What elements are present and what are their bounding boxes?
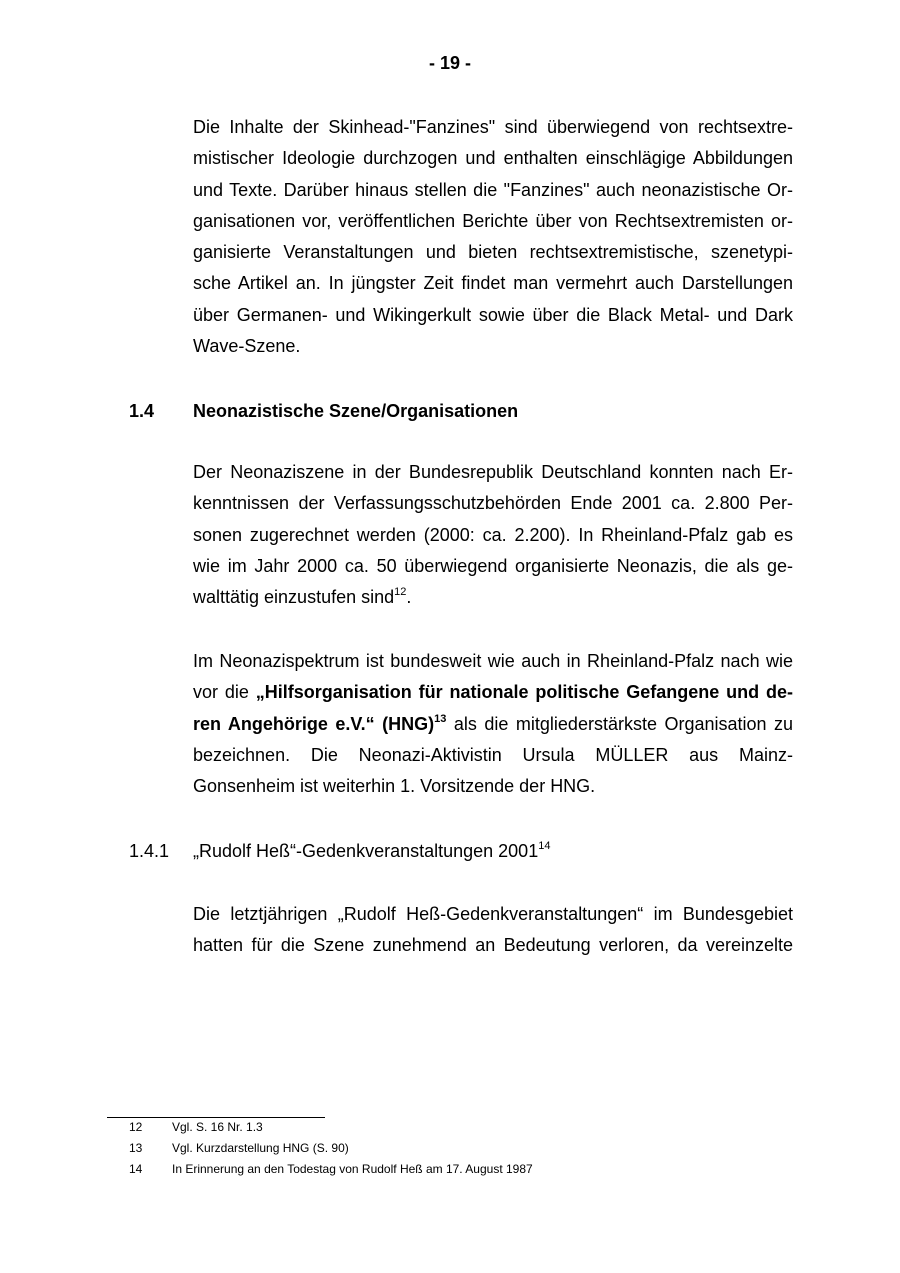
footnote-number: 13 bbox=[129, 1141, 143, 1155]
text-line: und Texte. Darüber hinaus stellen die "Fanzines" auch neonazistische Or- bbox=[193, 179, 793, 200]
text-fragment: „Rudolf Heß“-Gedenkveranstaltungen 2001 bbox=[193, 841, 539, 861]
text-line: Die letztjährigen „Rudolf Heß-Gedenkveranstaltungen“ im Bundesgebiet bbox=[193, 904, 793, 924]
text-line: Wave-Szene. bbox=[193, 336, 301, 357]
footnote-number: 14 bbox=[129, 1162, 143, 1176]
text-line: Im Neonazispektrum ist bundesweit wie auch in Rheinland-Pfalz nach wie bbox=[193, 651, 793, 671]
text-line: hatten für die Szene zunehmend an Bedeutung verloren, da vereinzelte bbox=[193, 935, 793, 956]
paragraph-neonazi-numbers bbox=[193, 457, 793, 613]
organisation-name: „Hilfsorganisation für nationale politische Gefangene und de- bbox=[255, 682, 793, 703]
text-line: sonen zugerechnet werden (2000: ca. 2.200). In Rheinland-Pfalz gab es bbox=[193, 524, 793, 545]
organisation-name: ren Angehörige e.V.“ (HNG) bbox=[193, 713, 435, 734]
paragraph-hess-events bbox=[193, 899, 793, 962]
section-number: 1.4 bbox=[129, 401, 155, 421]
paragraph-skinhead-fanzines bbox=[193, 112, 793, 362]
footnote-text: Vgl. S. 16 Nr. 1.3 bbox=[172, 1120, 263, 1134]
text-line: kenntnissen der Verfassungsschutzbehörden Ende 2001 ca. 2.800 Per- bbox=[193, 493, 793, 514]
text-line: mistischer Ideologie durchzogen und enthalten einschlägige Abbildungen bbox=[193, 148, 793, 169]
footnote-number: 12 bbox=[129, 1120, 143, 1134]
text-line: sche Artikel an. In jüngster Zeit findet man vermehrt auch Darstellungen bbox=[193, 273, 793, 294]
text-line: über Germanen- und Wikingerkult sowie über die Black Metal- und Dark bbox=[193, 304, 793, 325]
page-number: - 19 - bbox=[428, 53, 471, 73]
text-line: Die Inhalte der Skinhead-"Fanzines" sind überwiegend von rechtsextre- bbox=[193, 117, 793, 137]
section-number: 1.4.1 bbox=[129, 841, 170, 861]
text-fragment: vor die bbox=[193, 682, 256, 703]
text-line: wie im Jahr 2000 ca. 50 überwiegend organisierte Neonazis, die als ge- bbox=[193, 555, 793, 576]
text-line: Gonsenheim ist weiterhin 1. Vorsitzende der HNG. bbox=[193, 776, 596, 797]
footnote-text: In Erinnerung an den Todestag von Rudolf Heß am 17. August 1987 bbox=[172, 1162, 533, 1176]
footnote-ref-13: 13 bbox=[434, 712, 447, 725]
section-title bbox=[193, 841, 550, 862]
footnote-ref-14: 14 bbox=[538, 840, 551, 852]
text-line bbox=[193, 709, 793, 740]
text-line: ganisationen vor, veröffentlichen Berichte über von Rechtsextremisten or- bbox=[193, 210, 793, 231]
text-line: Der Neonaziszene in der Bundesrepublik Deutschland konnten nach Er- bbox=[193, 462, 793, 482]
paragraph-hng bbox=[193, 646, 793, 802]
text-fragment: walttätig einzustufen sind bbox=[193, 587, 395, 608]
footnote-separator bbox=[107, 1117, 325, 1118]
text-line bbox=[193, 677, 793, 708]
section-title: Neonazistische Szene/Organisationen bbox=[193, 401, 519, 421]
text-line bbox=[193, 582, 793, 613]
text-fragment: als die mitgliederstärkste Organisation zu bbox=[446, 713, 794, 734]
footnote-text: Vgl. Kurzdarstellung HNG (S. 90) bbox=[172, 1141, 349, 1155]
footnote-ref-12: 12 bbox=[394, 586, 407, 599]
text-line: ganisierte Veranstaltungen und bieten rechtsextremistische, szenetypi- bbox=[193, 242, 793, 263]
text-fragment: . bbox=[406, 587, 412, 608]
text-line: bezeichnen. Die Neonazi-Aktivistin Ursula MÜLLER aus Mainz- bbox=[193, 744, 793, 765]
